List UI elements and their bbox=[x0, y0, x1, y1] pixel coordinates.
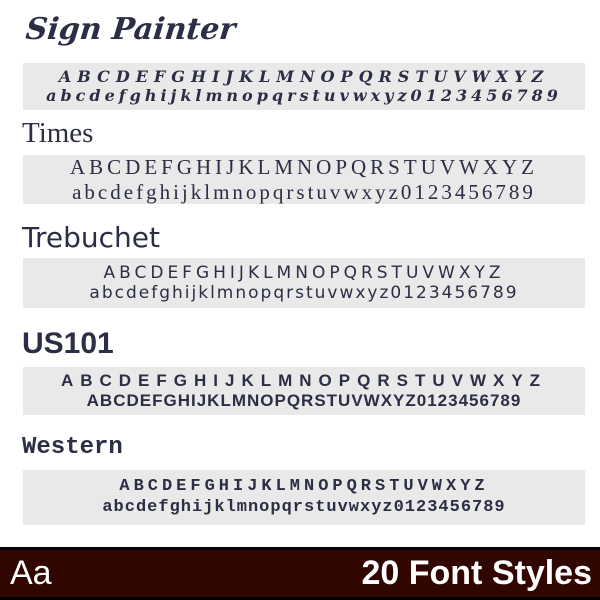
footer-font-count-label: 20 Font Styles bbox=[361, 554, 592, 592]
uppercase-sample-row: ABCDEFGHIJKLMNOPQRSTUVWXYZ bbox=[58, 66, 550, 86]
footer-bar bbox=[0, 547, 600, 600]
uppercase-sample-row: ABCDEFGHIJKLMNOPQRSTUVWXYZ bbox=[60, 370, 548, 390]
font-name-title-trebuchet: Trebuchet bbox=[22, 221, 160, 254]
font-sample-box-western bbox=[23, 470, 585, 525]
footer-aa-sample-label: Aa bbox=[10, 554, 52, 592]
font-name-title-times: Times bbox=[22, 117, 94, 149]
uppercase-sample-row: ABCDEFGHIJKLMNOPQRSTUVWXYZ bbox=[119, 477, 489, 497]
lowercase-sample-row: abcdefghijklmnopqrstuvwxyz0123456789 bbox=[102, 497, 506, 517]
lowercase-sample-row: abcdefghijklmnopqrstuvwxyz0123456789 bbox=[72, 179, 536, 204]
lowercase-sample-row: ABCDEFGHIJKLMNOPQRSTUVWXYZ0123456789 bbox=[86, 391, 522, 410]
font-sample-box-us101 bbox=[23, 367, 585, 415]
font-sample-box-trebuchet bbox=[23, 258, 585, 308]
font-sample-box-sign-painter bbox=[23, 63, 585, 110]
font-name-title-sign-painter: Sign Painter bbox=[24, 12, 238, 47]
lowercase-sample-row: abcdefghijklmnopqrstuvwxyz0123456789 bbox=[46, 85, 562, 105]
font-name-title-western: Western bbox=[22, 434, 123, 461]
uppercase-sample-row: ABCDEFGHIJKLMNOPQRSTUVWXYZ bbox=[69, 155, 538, 179]
uppercase-sample-row: ABCDEFGHIJKLMNOPQRSTUVWXYZ bbox=[103, 262, 505, 283]
lowercase-sample-row: abcdefghijklmnopqrstuvwxyz0123456789 bbox=[89, 283, 519, 303]
font-name-title-us101: US101 bbox=[22, 327, 114, 360]
font-sample-box-times bbox=[23, 155, 585, 204]
